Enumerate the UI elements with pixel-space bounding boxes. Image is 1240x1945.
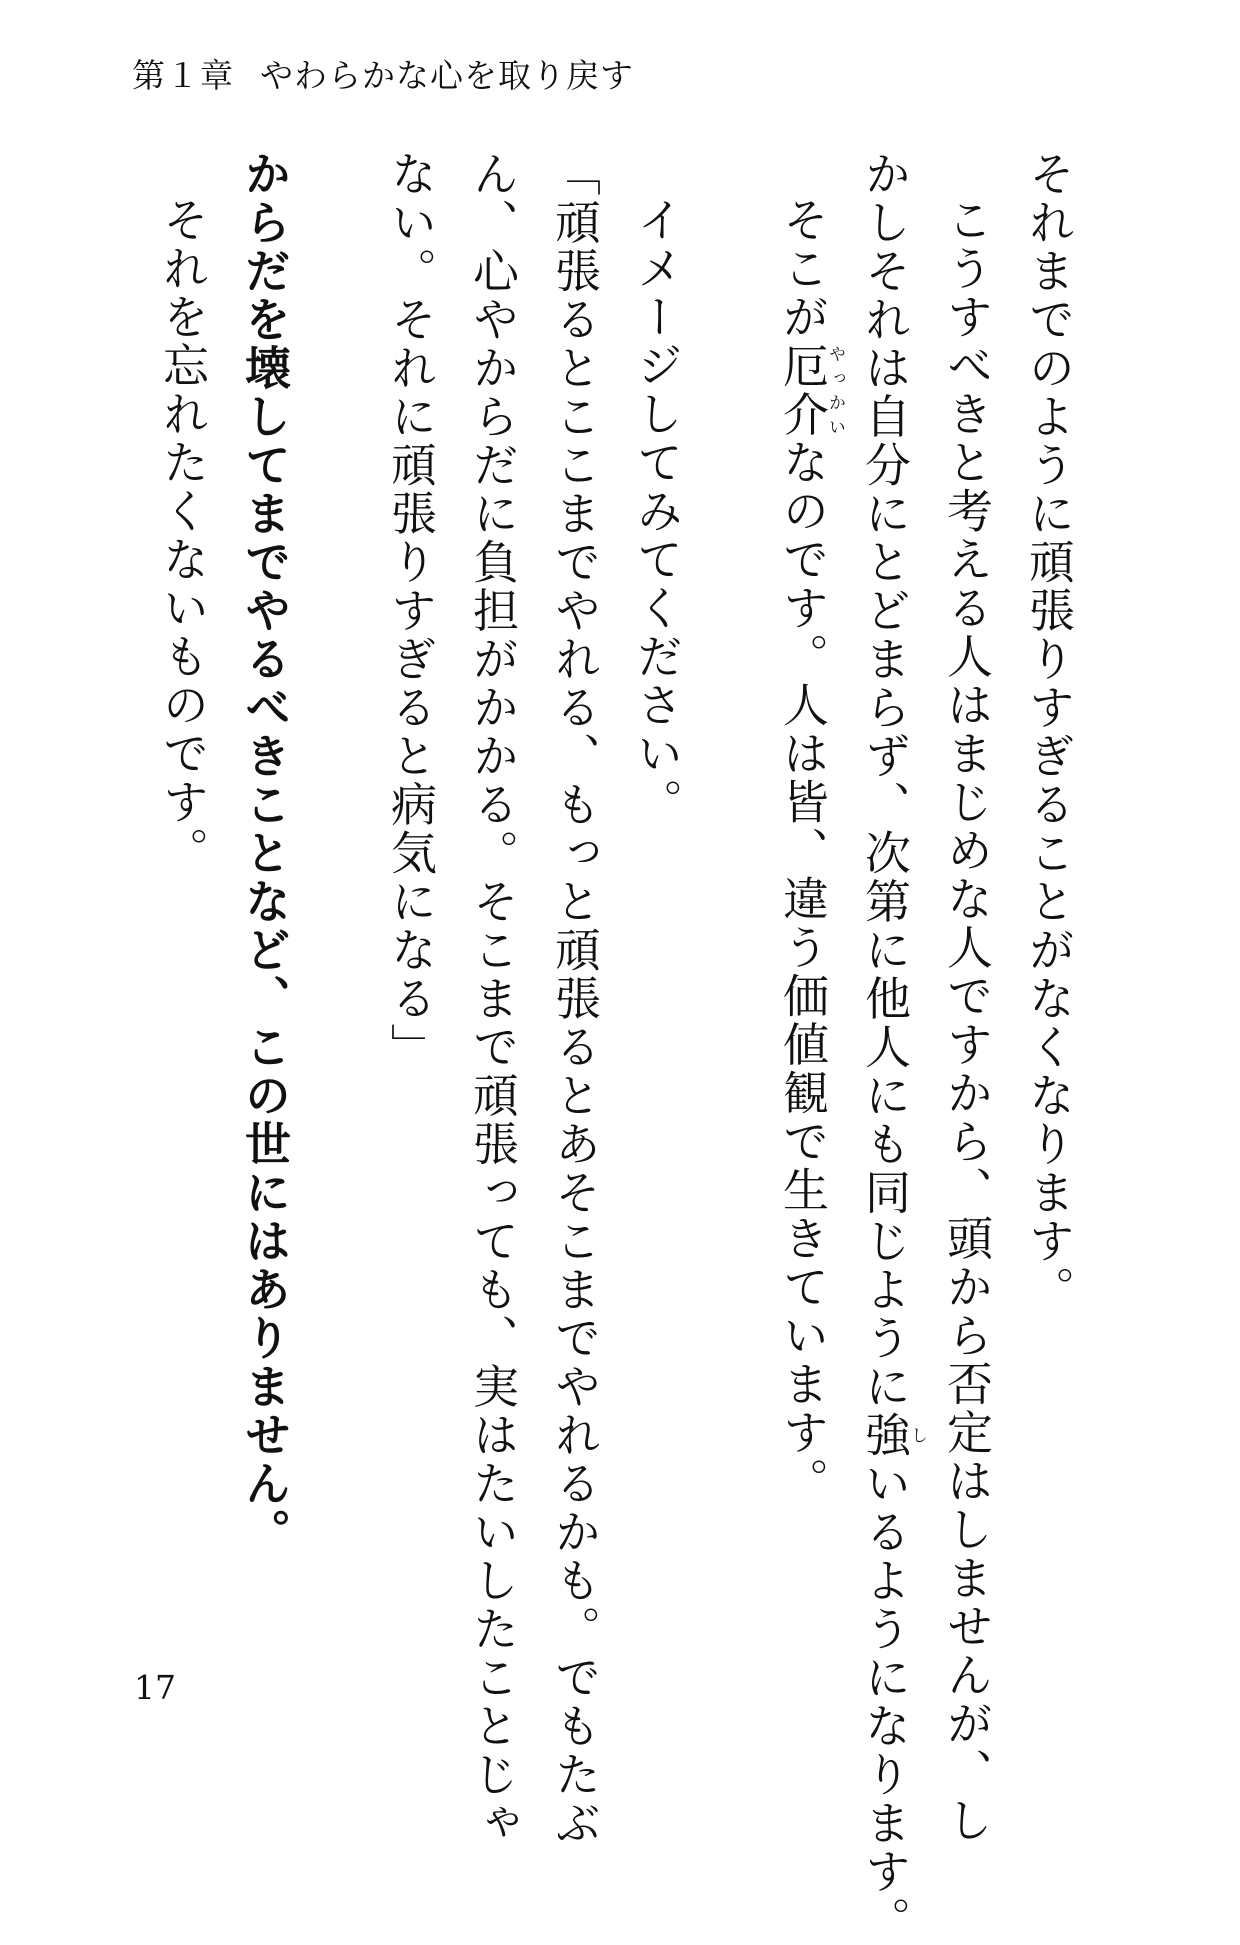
ruby-reading: やっかい (825, 341, 845, 439)
ruby-base: 厄介 (776, 341, 830, 439)
text-segment: なのです。人は皆、違う価値観で生きています。 (776, 438, 830, 1506)
ruby-base: 強 (858, 1411, 912, 1460)
paragraph-line (762, 150, 844, 1570)
chapter-number: 第１章 (132, 56, 234, 95)
running-header (132, 50, 634, 97)
ruby-annotation (858, 1411, 927, 1460)
paragraph-3 (762, 150, 844, 1570)
ruby-reading: し (907, 1411, 927, 1460)
paragraph-1 (1008, 150, 1090, 1570)
text-segment: そこが (776, 196, 830, 342)
paragraph-4 (616, 150, 698, 1570)
paragraph-7 (142, 150, 224, 1570)
text-segment: いるようになります。 (858, 1459, 912, 1945)
paragraph-line: ん、心やからだに負担がかかる。そこまで頑張っても、実はたいしたことじゃ (466, 150, 520, 1848)
paragraph-line: イメージしてみてください。 (630, 196, 684, 827)
paragraph-line: こうすべきと考える人はまじめな人ですから、頭から否定はしませんが、し (940, 196, 994, 1845)
ruby-annotation (776, 341, 845, 439)
paragraph-line: ない。それに頑張りすぎると病気になる」 (384, 150, 438, 1072)
paragraph-line: からだを壊してまでやるべきことなど、この世にはありません。 (238, 150, 292, 1557)
paragraph-line (844, 150, 927, 1945)
paragraph-6-emphasis (224, 150, 306, 1570)
paragraph-line: 「頑張るとここまでやれる、もっと頑張るとあそこまでやれるかも。でもたぶ (548, 150, 602, 1848)
paragraph-5-quote (370, 150, 616, 1848)
page-number: 17 (134, 1668, 176, 1707)
paragraph-line: それを忘れたくないものです。 (156, 196, 210, 875)
text-segment: かしそれは自分にとどまらず、次第に他人にも同じように (858, 150, 912, 1411)
paragraph-line: それまでのように頑張りすぎることがなくなります。 (1022, 150, 1076, 1314)
chapter-title: やわらかな心を取り戻す (260, 56, 634, 95)
paragraph-2 (844, 150, 1008, 1945)
